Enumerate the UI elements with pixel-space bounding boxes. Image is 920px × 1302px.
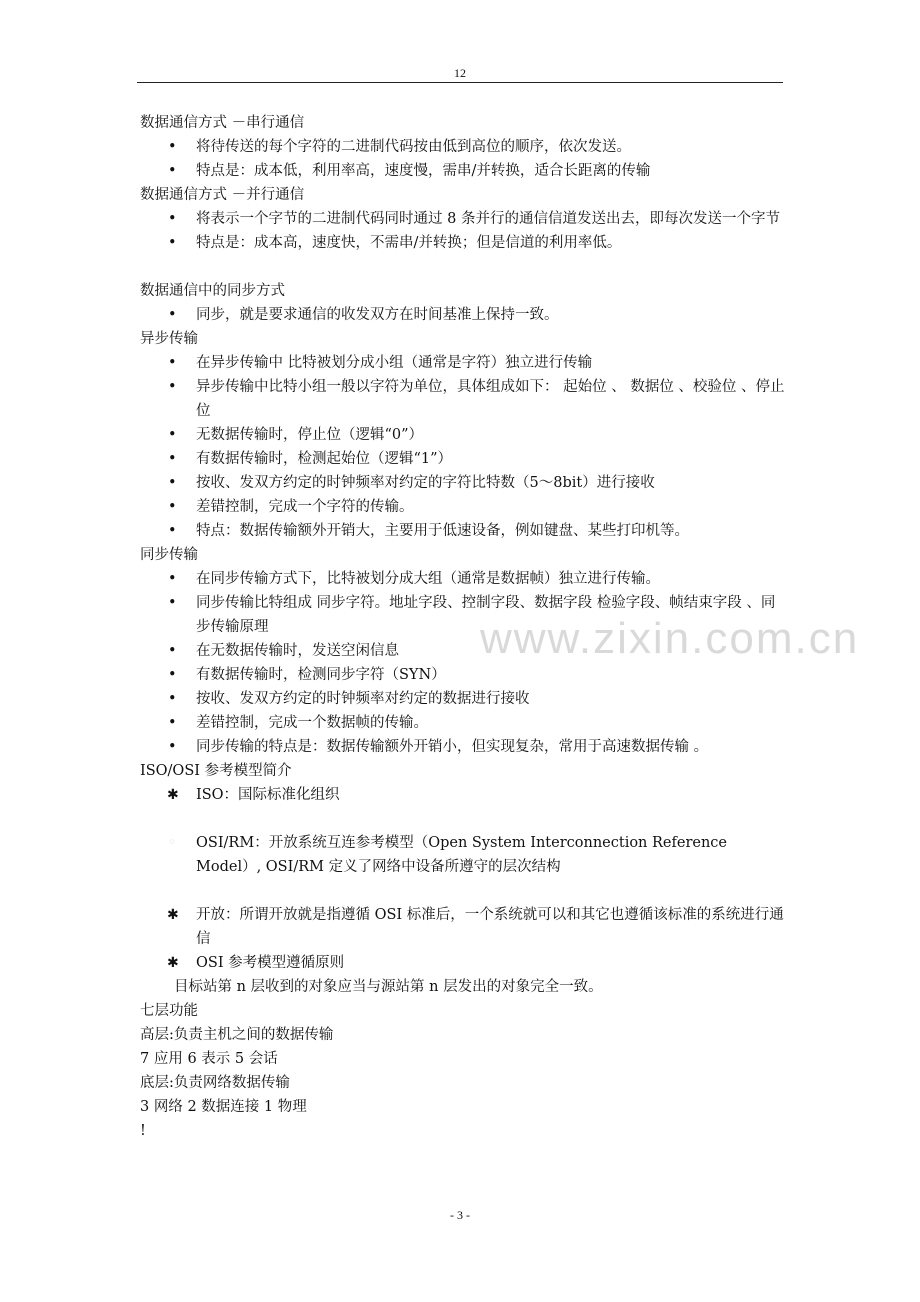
- list-item: [140, 303, 785, 327]
- bullet-icon: •: [168, 427, 177, 443]
- list-item-text: 特点是：成本高，速度快，不需串/并转换；但是信道的利用率低。: [196, 235, 622, 251]
- bullet-icon: •: [168, 451, 177, 467]
- list-item: [140, 135, 785, 159]
- footer-page-number: - 3 -: [450, 1208, 470, 1222]
- header-page-number: 12: [454, 66, 466, 80]
- list-item: [140, 159, 785, 183]
- list-item-text: 将待传送的每个字符的二进制代码按由低到高位的顺序，依次发送。: [196, 139, 631, 155]
- list-item: [140, 951, 785, 975]
- spacer: [140, 807, 785, 831]
- star-bullet-icon: ✱: [167, 955, 179, 971]
- list-item-text: 将表示一个字节的二进制代码同时通过 8 条并行的通信信道发送出去，即每次发送一个字节: [196, 211, 780, 227]
- bullet-icon: •: [168, 307, 177, 323]
- list-item: [140, 687, 785, 711]
- list-item: [140, 831, 785, 879]
- list-item-text: 差错控制，完成一个数据帧的传输。: [196, 715, 428, 731]
- list-item: [140, 231, 785, 255]
- list-item-text: 在同步传输方式下，比特被划分成大组（通常是数据帧）独立进行传输。: [196, 571, 660, 587]
- section-heading: 同步传输: [140, 547, 198, 563]
- bullet-icon: •: [168, 523, 177, 539]
- list-item: [140, 423, 785, 447]
- list-item-text: 无数据传输时，停止位（逻辑“0”）: [196, 427, 424, 443]
- text-line: 3 网络 2 数据连接 1 物理: [140, 1099, 307, 1115]
- list-item: [140, 663, 785, 687]
- list-item: [140, 375, 785, 423]
- list-item-text: 同步传输比特组成 同步字符。地址字段、控制字段、数据字段 检验字段、帧结束字段 、同步传输原理: [196, 595, 776, 635]
- bullet-icon: •: [168, 379, 177, 395]
- list-item-text: 按收、发双方约定的时钟频率对约定的字符比特数（5～8bit）进行接收: [196, 475, 655, 491]
- spacer: [140, 879, 785, 903]
- list-item-text: 特点是：成本低，利用率高，速度慢，需串/并转换，适合长距离的传输: [196, 163, 651, 179]
- list-item-text: 有数据传输时，检测同步字符（SYN）: [196, 667, 446, 683]
- list-item: [140, 783, 785, 807]
- watermark: www.zixin.com.cn: [480, 614, 860, 663]
- bullet-icon: •: [168, 211, 177, 227]
- list-item: [140, 567, 785, 591]
- list-item: [140, 639, 785, 663]
- bullet-icon: •: [168, 595, 177, 611]
- list-item-text: 按收、发双方约定的时钟频率对约定的数据进行接收: [196, 691, 530, 707]
- list-item: [140, 351, 785, 375]
- list-item-text: 同步传输的特点是：数据传输额外开销小，但实现复杂，常用于高速数据传输 。: [196, 739, 709, 755]
- list-item-text: 同步，就是要求通信的收发双方在时间基准上保持一致。: [196, 307, 559, 323]
- text-line: 底层:负责网络数据传输: [140, 1075, 290, 1091]
- list-item-text: 在异步传输中 比特被划分成小组（通常是字符）独立进行传输: [196, 355, 593, 371]
- list-item-text: ISO：国际标准化组织: [196, 787, 340, 803]
- document-body: [140, 111, 785, 1143]
- list-item-text: OSI/RM：开放系统互连参考模型（Open System Interconnection Reference Model）, OSI/RM 定义了网络中设备所遵守的层次结构: [196, 835, 728, 875]
- list-item-text: 差错控制，完成一个字符的传输。: [196, 499, 414, 515]
- indented-paragraph: 目标站第 n 层收到的对象应当与源站第 n 层发出的对象完全一致。: [174, 979, 603, 995]
- section-heading: 数据通信中的同步方式: [140, 283, 285, 299]
- list-item: [140, 447, 785, 471]
- bullet-icon: •: [168, 475, 177, 491]
- list-item: [140, 591, 785, 639]
- section-heading: 数据通信方式 －并行通信: [140, 187, 305, 203]
- list-item: [140, 903, 785, 951]
- list-item: [140, 207, 785, 231]
- list-item-text: 特点：数据传输额外开销大，主要用于低速设备，例如键盘、某些打印机等。: [196, 523, 689, 539]
- list-item: [140, 735, 785, 759]
- text-line: !: [140, 1123, 146, 1139]
- bullet-icon: •: [168, 163, 177, 179]
- list-item: [140, 495, 785, 519]
- list-item: [140, 711, 785, 735]
- bullet-icon: •: [168, 571, 177, 587]
- list-item-text: 在无数据传输时，发送空闲信息: [196, 643, 399, 659]
- star-bullet-icon: ✱: [167, 787, 179, 803]
- bullet-icon: •: [168, 355, 177, 371]
- bullet-icon: •: [168, 139, 177, 155]
- list-item-text: 异步传输中比特小组一般以字符为单位，具体组成如下： 起始位 、 数据位 、校验位 、停止位: [196, 379, 785, 419]
- bullet-icon: •: [168, 667, 177, 683]
- text-line: 高层:负责主机之间的数据传输: [140, 1027, 334, 1043]
- header-rule: [137, 82, 783, 83]
- bullet-icon: •: [168, 499, 177, 515]
- bullet-icon: •: [168, 235, 177, 251]
- section-heading: 七层功能: [140, 1003, 198, 1019]
- list-item-text: 开放：所谓开放就是指遵循 OSI 标准后，一个系统就可以和其它也遵循该标准的系统进行通信: [196, 907, 784, 947]
- list-item-text: 有数据传输时，检测起始位（逻辑“1”）: [196, 451, 453, 467]
- bullet-icon: •: [168, 715, 177, 731]
- list-item: [140, 471, 785, 495]
- faint-bullet-icon: ◦: [168, 835, 177, 851]
- list-item: [140, 519, 785, 543]
- section-heading: 数据通信方式 －串行通信: [140, 115, 305, 131]
- star-bullet-icon: ✱: [167, 907, 179, 923]
- section-heading: ISO/OSI 参考模型简介: [140, 763, 292, 779]
- spacer: [140, 255, 785, 279]
- list-item-text: OSI 参考模型遵循原则: [196, 955, 345, 971]
- bullet-icon: •: [168, 691, 177, 707]
- bullet-icon: •: [168, 643, 177, 659]
- text-line: 7 应用 6 表示 5 会话: [140, 1051, 278, 1067]
- bullet-icon: •: [168, 739, 177, 755]
- section-heading: 异步传输: [140, 331, 198, 347]
